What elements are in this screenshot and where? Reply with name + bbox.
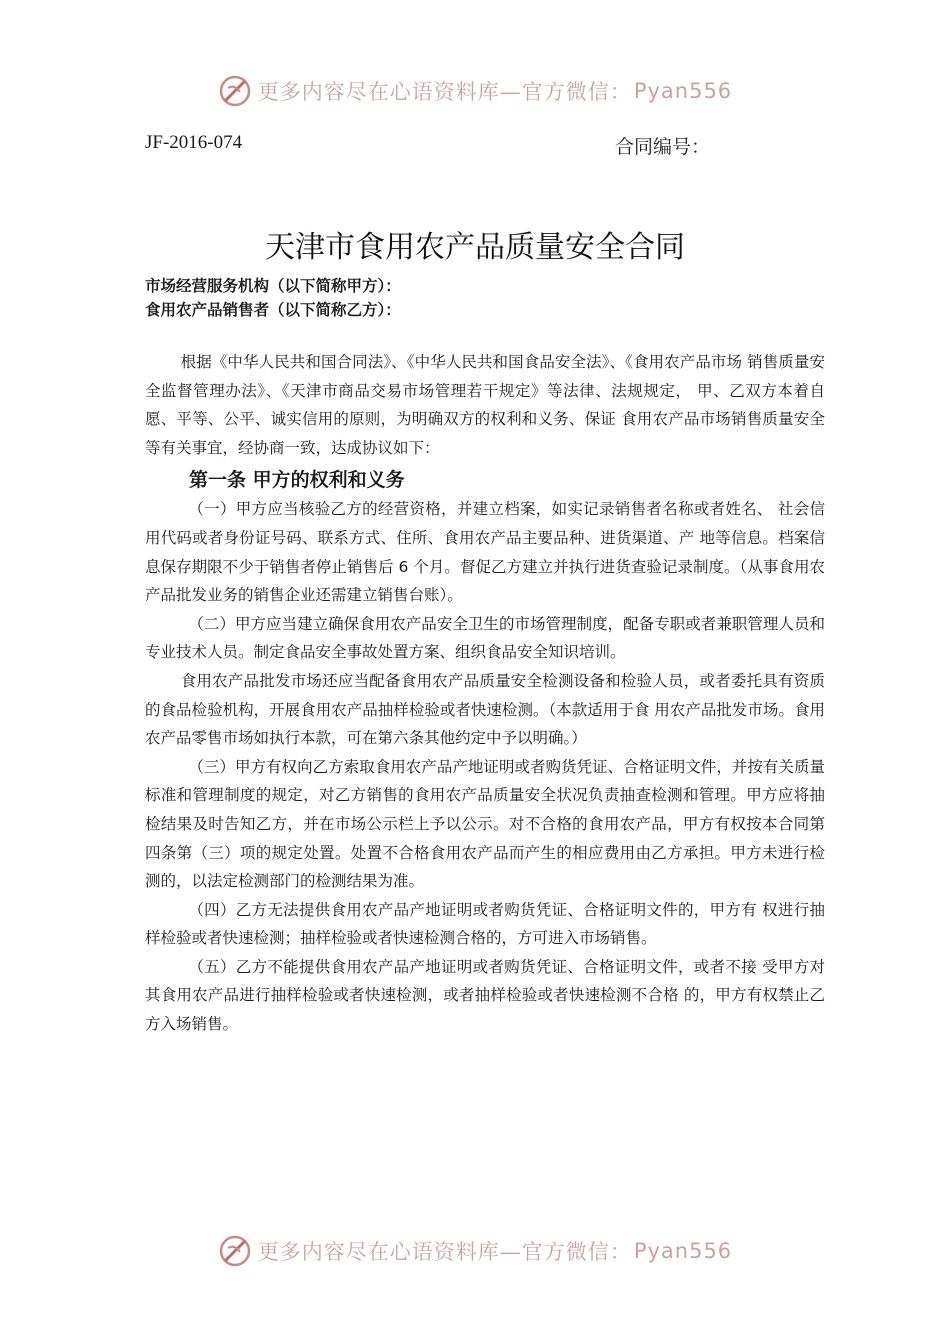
watermark-wechat-id: Pyan556 <box>633 1239 733 1263</box>
watermark-wechat-id: Pyan556 <box>633 79 733 103</box>
article-1-clause-1: （一）甲方应当核验乙方的经营资格，并建立档案，如实记录销售者名称或者姓名、 社会信用代码或者身份证号码、联系方式、住所、食用农产品主要品种、进货渠道、产 地等信息。档案信息保存期限不少于销售者停止销售后 6 个月。督促乙方建立并执行进货查验记录制度。（从事食用农产品批发业务的销售企业还需建立销售台账）。 <box>145 500 825 605</box>
parties-block <box>145 274 825 322</box>
party-b-label: 食用农产品销售者（以下简称乙方）： <box>145 301 401 319</box>
pen-logo-icon <box>218 74 252 108</box>
article-1-clause-2: （二）甲方应当建立确保食用农产品安全卫生的市场管理制度，配备专职或者兼职管理人员和专业技术人员。制定食品安全事故处置方案、组织食品安全知识培训。 <box>145 614 825 662</box>
watermark-top <box>0 74 950 108</box>
contract-body <box>145 348 825 1039</box>
watermark-bottom <box>0 1234 950 1268</box>
party-a-label: 市场经营服务机构（以下简称甲方）： <box>145 277 401 295</box>
document-header <box>145 132 710 159</box>
contract-number-label: 合同编号： <box>614 137 710 158</box>
article-1-clause-2-supplement: 食用农产品批发市场还应当配备食用农产品质量安全检测设备和检验人员，或者委托具有资质的食品检验机构，开展食用农产品抽样检验或者快速检测。（本款适用于食 用农产品批发市场。食用农产品零售市场如执行本款，可在第六条其他约定中予以明确。） <box>145 671 825 748</box>
article-1-clause-4: （四）乙方无法提供食用农产品产地证明或者购货凭证、合格证明文件的，甲方有 权进行抽样检验或者快速检测；抽样检验或者快速检测合格的，方可进入市场销售。 <box>145 900 825 948</box>
watermark-text: 更多内容尽在心语资料库—官方微信： <box>257 1240 632 1264</box>
article-1-heading: 第一条 甲方的权利和义务 <box>189 469 405 492</box>
document-title: 天津市食用农产品质量安全合同 <box>265 230 685 266</box>
article-1-clause-5: （五）乙方不能提供食用农产品产地证明或者购货凭证、合格证明文件，或者不接 受甲方对其食用农产品进行抽样检验或者快速检测，或者抽样检验或者快速检测不合格 的，甲方有权禁止乙方入场销售。 <box>145 957 825 1034</box>
pen-logo-icon <box>218 1234 252 1268</box>
watermark-text: 更多内容尽在心语资料库—官方微信： <box>257 80 632 104</box>
document-code: JF-2016-074 <box>145 132 243 153</box>
preamble-paragraph: 根据《中华人民共和国合同法》、《中华人民共和国食品安全法》、《食用农产品市场 销售质量安全监督管理办法》、《天津市商品交易市场管理若干规定》等法律、法规规定， 甲、乙双方本着自愿、平等、公平、诚实信用的原则，为明确双方的权利和义务、保证 食用农产品市场销售质量安全等有关事宜，经协商一致，达成协议如下： <box>145 353 825 457</box>
article-1-clause-3: （三）甲方有权向乙方索取食用农产品产地证明或者购货凭证、合格证明文件，并按有关质量标准和管理制度的规定，对乙方销售的食用农产品质量安全状况负责抽查检测和管理。甲方应将抽检结果及时告知乙方，并在市场公示栏上予以公示。对不合格的食用农产品，甲方有权按本合同第四条第（三）项的规定处置。处置不合格食用农产品而产生的相应费用由乙方承担。甲方未进行检测的，以法定检测部门的检测结果为准。 <box>145 757 825 891</box>
